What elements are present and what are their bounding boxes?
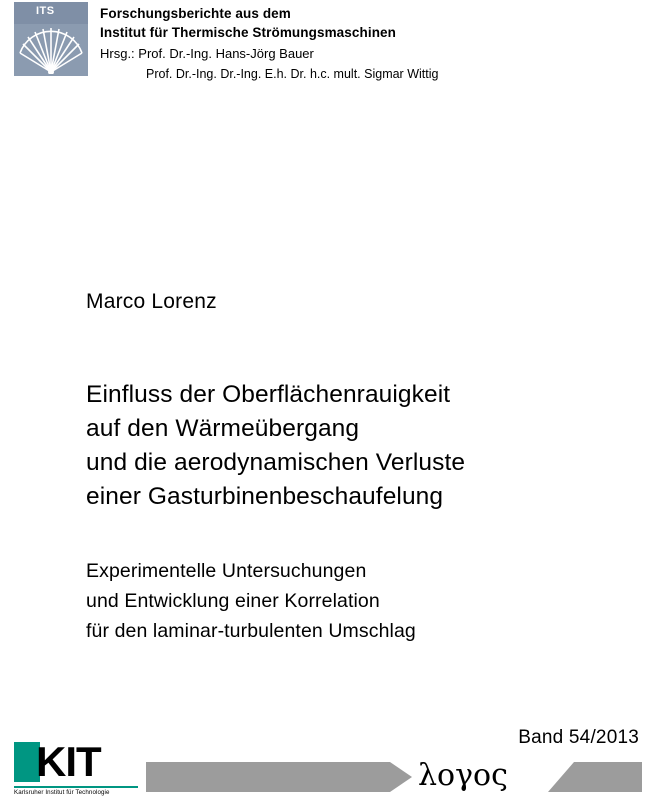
title-line: und die aerodynamischen Verluste [86, 449, 466, 476]
its-logo-fan-box [14, 24, 88, 76]
publisher-name: λογος [418, 758, 508, 793]
publisher-bar [146, 758, 642, 793]
kit-logo-underline [14, 786, 138, 788]
header-line-3: Hrsg.: Prof. Dr.-Ing. Hans-Jörg Bauer [100, 46, 314, 61]
kit-logo-subtitle: Karlsruher Institut für Technologie [14, 789, 110, 796]
kit-logo [14, 738, 138, 800]
subtitle-line: und Entwicklung einer Korrelation [86, 590, 380, 612]
document-footer [0, 716, 657, 800]
turbine-fan-icon [19, 26, 83, 74]
document-header [0, 0, 657, 96]
publisher-bar-left [146, 762, 390, 792]
subtitle-line: Experimentelle Untersuchungen [86, 560, 367, 582]
title-line: einer Gasturbinenbeschaufelung [86, 483, 444, 510]
author-name: Marco Lorenz [86, 290, 217, 313]
publisher-bar-right-notch [548, 762, 574, 792]
page-subtitle [86, 556, 626, 646]
header-line-2: Institut für Thermische Strömungsmaschinen [100, 25, 396, 40]
header-line-1: Forschungsberichte aus dem [100, 6, 291, 21]
header-text-block [100, 4, 640, 84]
title-line: Einfluss der Oberflächenrauigkeit [86, 381, 451, 408]
its-logo-label: ITS [36, 5, 55, 17]
volume-label: Band 54/2013 [518, 727, 639, 748]
publisher-bar-arrow [390, 762, 412, 792]
header-line-4: Prof. Dr.-Ing. Dr.-Ing. E.h. Dr. h.c. mult. Sigmar Wittig [146, 67, 439, 81]
subtitle-line: für den laminar-turbulenten Umschlag [86, 620, 416, 642]
title-line: auf den Wärmeübergang [86, 415, 360, 442]
kit-logo-text: KIT [36, 738, 101, 785]
page-title [86, 378, 626, 514]
its-logo [14, 2, 88, 76]
